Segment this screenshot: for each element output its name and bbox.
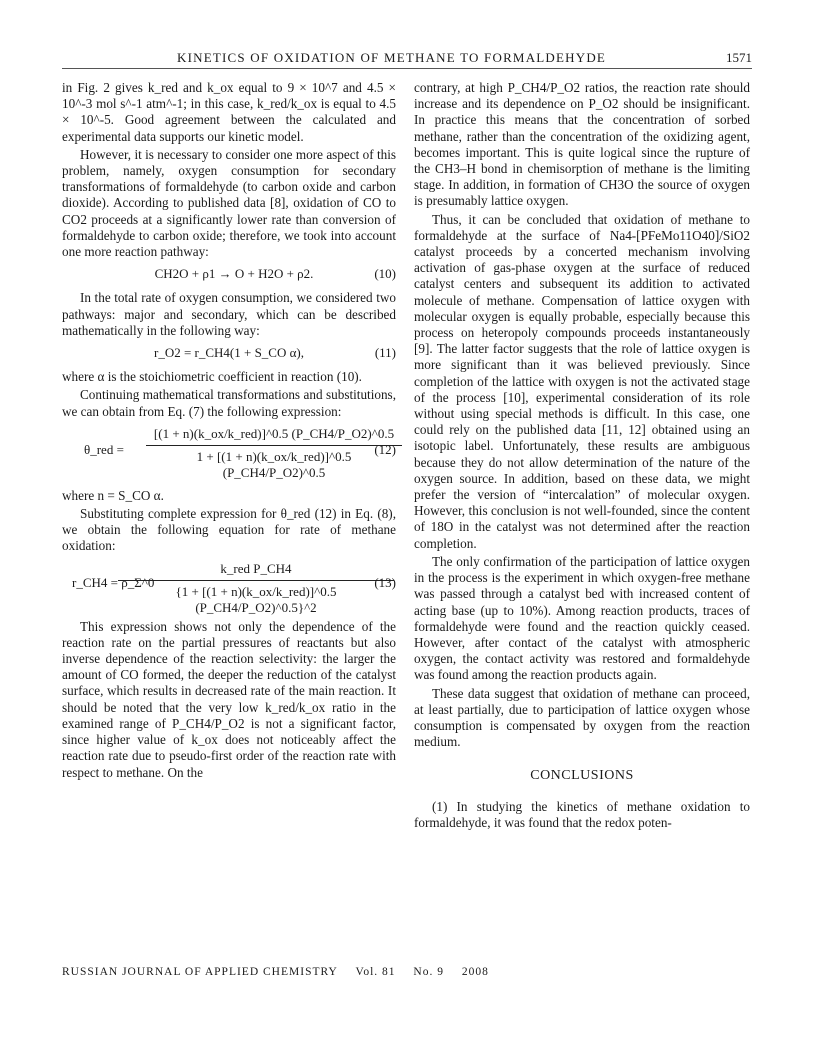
section-heading: CONCLUSIONS [530, 768, 634, 784]
equation-number: (12) [374, 441, 396, 457]
equation-lhs: r_CH4 = ρ_Σ^0 [72, 574, 155, 590]
paragraph: Substituting complete expression for θ_red (12) in Eq. (8), we obtain the following equation for rate of methane oxidation: [62, 506, 396, 554]
equation-body: r_O2 = r_CH4(1 + S_CO α), [153, 345, 305, 361]
numerator: k_red P_CH4 [220, 560, 292, 576]
denominator: 1 + [(1 + n)(k_ox/k_red)]^0.5 (P_CH4/P_O2)^0.5 [196, 449, 352, 481]
denominator: {1 + [(1 + n)(k_ox/k_red)]^0.5 (P_CH4/P_O2)^0.5}^2 [175, 583, 337, 616]
paragraph: Thus, it can be concluded that oxidation of methane to formaldehyde at the surface of Na4-[PFeMo11O40]/SiO2 catalyst proceeds by a concerted mechanism involving activation of gas-phase oxygen at the surface of reduced catalyst centers and subsequent its addition to activated molecule of methane. Compensation of lattice oxygen with molecular oxygen is equally probable, especially because this process on heteropoly compounds proceeds instantaneously [9]. The latter factor suggests that the role of lattice oxygen is more significant than it was believed previously. Since completion of the lattice with oxygen is not the activated stage of the process [10], experimental consideration of its role without using special methods is difficult. In this case, one could rely on the published data [11, 12] obtained using an isotopic label. Unfortunately, these results are ambiguous because they do not allow determination of the nature of the oxygen source. In addition, based on these data, we might prefer the version of “intercalation” of molecular oxygen. However, this conclusion is not well-founded, since the content of 18O in the catalyst was not determined after the reaction completion. [414, 211, 750, 551]
equation-13 [62, 560, 396, 616]
paragraph: in Fig. 2 gives k_red and k_ox equal to 9 × 10^7 and 4.5 × 10^-3 mol s^-1 atm^-1; in this case, k_red/k_ox is equal to 4.5 × 10^-5. Good agreement between the calculated and experimental data supports our kinetic model. [62, 80, 396, 144]
journal-number: No. 9 [413, 966, 444, 978]
numerator: [(1 + n)(k_ox/k_red)]^0.5 (P_CH4/P_O2)^0.5 [153, 425, 395, 441]
paragraph: This expression shows not only the dependence of the reaction rate on the partial pressures of reactants but also inverse dependence of the reaction selectivity: the larger the amount of CO formed, the deeper the reduction of the catalyst surface, which results in decreased rate of the main reaction. It should be noted that the very low k_red/k_ox ratio in the examined range of P_CH4/P_O2 is not a significant factor, since higher value of k_ox does not noticeably affect the reaction rate due to pseudo-first order of the reaction rate with respect to methane. On the [62, 618, 396, 780]
fraction [146, 426, 402, 482]
page-number: 1571 [726, 50, 752, 65]
equation-body: CH2O + ρ1 → O + H2O + ρ2. [154, 266, 314, 282]
paragraph: These data suggest that oxidation of methane can proceed, at least partially, due to participation of lattice oxygen whose consumption is compensated by oxygen from the reaction medium. [414, 685, 750, 750]
equation-11 [62, 345, 396, 361]
equation-number: (13) [374, 574, 396, 590]
paragraph: (1) In studying the kinetics of methane oxidation to formaldehyde, it was found that the redox poten- [414, 798, 750, 830]
equation-number: (10) [374, 266, 396, 282]
header-rule [62, 68, 752, 69]
paragraph: where α is the stoichiometric coefficient in reaction (10). [62, 369, 362, 385]
fraction [118, 561, 394, 617]
left-column [62, 80, 396, 783]
running-title: KINETICS OF OXIDATION OF METHANE TO FORMALDEHYDE [177, 50, 607, 65]
journal-year: 2008 [461, 966, 489, 978]
paragraph: The only confirmation of the participation of lattice oxygen in the process is the experiment in which oxygen-free methane was passed through a catalyst bed with increased content of acting base (up to 10%). Among reaction products, traces of formaldehyde were found and the reaction quickly ceased. However, after contact of the catalyst with atmospheric oxygen, the contact activity was restored and formaldehyde was found among the reaction products again. [414, 553, 750, 683]
running-footer [62, 966, 503, 978]
fraction-bar [118, 580, 394, 581]
paragraph: contrary, at high P_CH4/P_O2 ratios, the reaction rate should increase and its dependence on P_O2 should be insignificant. In practice this means that the concentration of sorbed methane, rather than the concentration of the oxidizing agent, becomes important. This is quite logical since the rupture of the CH3–H bond in chemisorption of methane is the limiting stage. In addition, in formation of CH3O the source of oxygen is presumably lattice oxygen. [414, 80, 750, 209]
running-header [62, 50, 752, 68]
paragraph: However, it is necessary to consider one more aspect of this problem, namely, oxygen consumption for secondary transformations of formaldehyde (to carbon oxide and carbon dioxide). According to published data [8], oxidation of CO to CO2 proceeds at a significantly lower rate than conversion of formaldehyde to carbon oxide; therefore, we took into account one more reaction pathway: [62, 146, 396, 260]
equation-10 [62, 266, 396, 282]
equation-lhs: θ_red = [84, 441, 124, 457]
journal-volume: Vol. 81 [355, 966, 396, 978]
paragraph: where n = S_CO α. [62, 487, 164, 503]
equation-number: (11) [374, 345, 396, 361]
equation-12 [62, 426, 396, 480]
right-column [414, 80, 750, 833]
paragraph: In the total rate of oxygen consumption, we considered two pathways: major and secondary, which can be described mathematically in the following way: [62, 290, 396, 338]
journal-name: RUSSIAN JOURNAL OF APPLIED CHEMISTRY [62, 966, 338, 978]
fraction-bar [146, 445, 402, 446]
paragraph: Continuing mathematical transformations and substitutions, we can obtain from Eq. (7) the following expression: [62, 387, 396, 419]
